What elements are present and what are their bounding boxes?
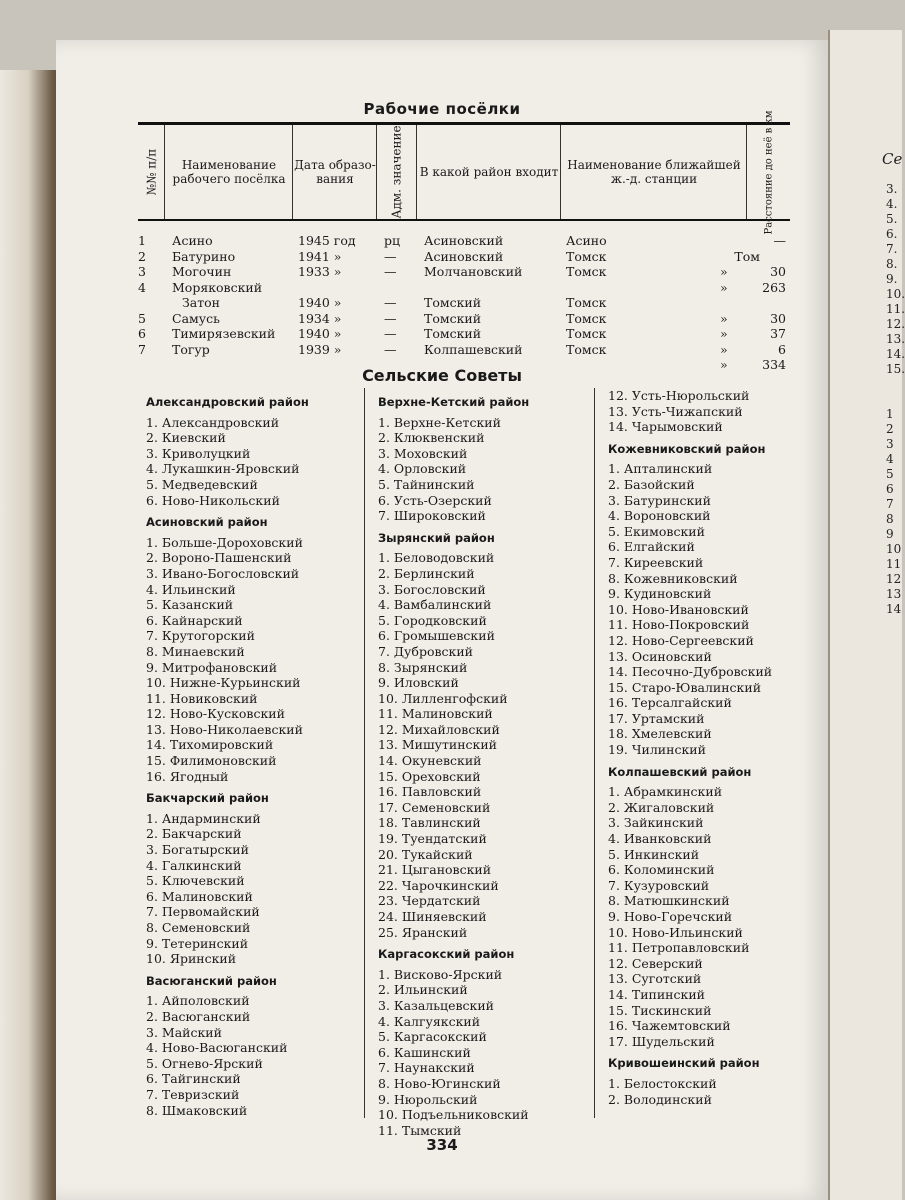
council-item: 23. Чердатский xyxy=(378,893,481,909)
page-title: Рабочие посёлки xyxy=(363,100,521,118)
council-item: 1. Андарминский xyxy=(146,810,261,826)
cell-n: 6 xyxy=(138,326,146,341)
facing-page-number: 3 xyxy=(886,437,894,451)
table-row xyxy=(138,311,790,327)
facing-page xyxy=(828,30,905,1200)
cell-n: 5 xyxy=(138,310,146,326)
council-item: 8. Кожевниковский xyxy=(608,570,738,586)
cell-date: 1940 » xyxy=(298,295,342,310)
district-heading: Асиновский район xyxy=(146,515,268,530)
council-item: 2. Бакчарский xyxy=(146,826,242,842)
council-item: 17. Шудельский xyxy=(608,1033,715,1049)
council-item: 18. Хмелевский xyxy=(608,726,712,742)
council-item: 13. Усть-Чижапский xyxy=(608,403,743,419)
council-item: 7. Первомайский xyxy=(146,904,260,920)
council-item: 12. Северский xyxy=(608,955,703,971)
cell-date: 1945 год xyxy=(298,233,356,248)
header-date: Дата образо- вания xyxy=(292,125,377,219)
council-item: 2. Клюквенский xyxy=(378,430,485,446)
council-item: 16. Ягодный xyxy=(146,768,229,784)
cell-district: Колпашевский xyxy=(424,341,523,357)
cell-date: 1939 » xyxy=(298,341,342,357)
council-item: 8. Ново-Югинский xyxy=(378,1075,501,1091)
council-item: 12. Усть-Нюрольский xyxy=(608,388,750,403)
table-row xyxy=(138,264,790,280)
council-item: 12. Ново-Сергеевский xyxy=(608,632,754,648)
facing-page-number: 14. xyxy=(886,347,905,361)
table-row xyxy=(138,233,790,249)
cell-date: 1934 » xyxy=(298,310,342,326)
council-item: 3. Криволуцкий xyxy=(146,445,251,461)
table-row xyxy=(138,280,790,296)
council-item: 12. Ново-Кусковский xyxy=(146,706,285,722)
council-item: 11. Петропавловский xyxy=(608,940,750,956)
cell-district: Томский xyxy=(424,295,482,310)
cell-adm: — xyxy=(384,295,397,310)
council-item: 1. Абрамкинский xyxy=(608,784,723,800)
council-item: 5. Городковский xyxy=(378,612,487,628)
cell-dist: 6 xyxy=(778,341,786,357)
council-item: 9. Иловский xyxy=(378,675,459,691)
cell-name: Затон xyxy=(182,295,221,310)
council-item: 18. Тавлинский xyxy=(378,815,481,831)
council-item: 4. Ново-Васюганский xyxy=(146,1040,288,1056)
column-2 xyxy=(378,388,529,1138)
council-item: 15. Ореховский xyxy=(378,768,481,784)
council-item: 2. Базойский xyxy=(608,476,695,492)
council-item: 13. Осиновский xyxy=(608,648,712,664)
council-item: 7. Наунакский xyxy=(378,1060,475,1076)
council-item: 17. Уртамский xyxy=(608,710,705,726)
council-item: 9. Кудиновский xyxy=(608,586,712,602)
council-item: 1. Верхне-Кетский xyxy=(378,414,501,430)
page-number: 334 xyxy=(426,1136,458,1154)
council-item: 2. Жигаловский xyxy=(608,799,715,815)
council-item: 4. Галкинский xyxy=(146,857,242,873)
council-item: 1. Айполовский xyxy=(146,993,250,1009)
council-item: 19. Туендатский xyxy=(378,831,487,847)
cell-n: 3 xyxy=(138,264,146,279)
facing-page-number: 10 xyxy=(886,542,902,556)
cell-date: 1941 » xyxy=(298,248,342,264)
cell-mark: » xyxy=(720,279,728,295)
council-item: 1. Больше-Дороховский xyxy=(146,534,303,550)
council-item: 2. Берлинский xyxy=(378,565,475,581)
facing-page-number: 12. xyxy=(886,317,905,331)
council-item: 5. Инкинский xyxy=(608,846,700,862)
cell-dist: 30 xyxy=(770,310,786,326)
header-adm: Адм. значение xyxy=(376,125,417,219)
column-3 xyxy=(608,388,772,1107)
district-heading: Кривошеинский район xyxy=(608,1056,760,1071)
council-item: 4. Лукашкин-Яровский xyxy=(146,461,300,477)
header-name: Наименование рабочего посёлка xyxy=(164,125,293,219)
cell-station: Томск xyxy=(566,264,607,279)
council-item: 3. Моховский xyxy=(378,445,468,461)
council-item: 4. Ильинский xyxy=(146,581,236,597)
council-item: 6. Елгайский xyxy=(608,539,695,555)
facing-page-number: 7 xyxy=(886,497,894,511)
cell-mark: » xyxy=(720,326,728,341)
facing-page-number: 6 xyxy=(886,482,894,496)
facing-page-number: 11 xyxy=(886,557,902,571)
council-item: 6. Усть-Озерский xyxy=(378,492,492,508)
cell-station: Томск xyxy=(566,310,607,326)
council-item: 6. Кайнарский xyxy=(146,612,243,628)
council-item: 9. Тетеринский xyxy=(146,935,249,951)
council-item: 4. Вамбалинский xyxy=(378,597,492,613)
council-item: 9. Нюрольский xyxy=(378,1091,478,1107)
council-item: 13. Ново-Николаевский xyxy=(146,721,303,737)
header-num: №№ п/п xyxy=(144,148,159,196)
council-item: 13. Суготский xyxy=(608,971,702,987)
council-item: 7. Широковский xyxy=(378,508,486,524)
table-row xyxy=(138,326,790,342)
cell-dist: 37 xyxy=(770,326,786,341)
council-item: 14. Типинский xyxy=(608,986,705,1002)
facing-page-number: 3. xyxy=(886,182,898,196)
council-item: 20. Тукайский xyxy=(378,846,473,862)
facing-page-number: 14 xyxy=(886,602,902,616)
cell-adm: — xyxy=(384,326,397,341)
council-item: 11. Малиновский xyxy=(378,706,493,722)
council-item: 6. Тайгинский xyxy=(146,1071,241,1087)
facing-page-number xyxy=(830,377,902,392)
council-item: 10. Ново-Ивановский xyxy=(608,601,749,617)
table-row xyxy=(138,342,790,358)
council-item: 8. Семеновский xyxy=(146,920,251,935)
cell-name: Могочин xyxy=(172,264,232,279)
facing-page-number: 8 xyxy=(886,512,894,526)
council-item: 6. Ново-Никольский xyxy=(146,492,280,508)
table-body xyxy=(138,221,790,373)
cell-adm: — xyxy=(384,310,397,326)
facing-page-number: 13. xyxy=(886,332,905,346)
council-item: 14. Тихомировский xyxy=(146,737,274,753)
cell-name: Тогур xyxy=(172,341,210,357)
cell-district: Томский xyxy=(424,326,482,341)
column-divider xyxy=(364,388,365,1118)
council-item: 9. Ново-Горечский xyxy=(608,909,733,924)
facing-page-number: 10. xyxy=(886,287,905,301)
cell-n: 2 xyxy=(138,248,146,264)
district-heading: Каргасокский район xyxy=(378,947,515,962)
council-item: 19. Чилинский xyxy=(608,742,706,758)
council-item: 3. Зайкинский xyxy=(608,815,704,831)
council-item: 5. Огнево-Ярский xyxy=(146,1055,263,1071)
facing-page-number: 9 xyxy=(886,527,894,541)
council-item: 1. Висково-Ярский xyxy=(378,966,503,982)
council-item: 2. Ильинский xyxy=(378,982,468,998)
table-row xyxy=(138,295,790,311)
council-item: 4. Калгуякский xyxy=(378,1013,481,1029)
facing-page-number: 5. xyxy=(886,212,898,226)
district-heading: Колпашевский район xyxy=(608,764,752,779)
district-heading: Васюганский район xyxy=(146,973,277,988)
council-item: 17. Семеновский xyxy=(378,799,491,815)
section-subtitle: Сельские Советы xyxy=(362,366,522,385)
council-item: 10. Яринский xyxy=(146,951,237,967)
council-item: 16. Чажемтовский xyxy=(608,1018,731,1034)
council-item: 12. Михайловский xyxy=(378,721,500,737)
council-item: 3. Богословский xyxy=(378,581,486,597)
facing-page-number: 6. xyxy=(886,227,898,241)
council-item: 10. Лилленгофский xyxy=(378,690,508,706)
council-item: 6. Кашинский xyxy=(378,1044,471,1060)
council-item: 8. Минаевский xyxy=(146,643,245,659)
facing-page-number: 13 xyxy=(886,587,902,601)
council-item: 8. Зырянский xyxy=(378,659,468,675)
cell-adm: — xyxy=(384,264,397,279)
cell-mark: » xyxy=(720,310,728,326)
cell-station: Томск xyxy=(566,248,607,264)
council-item: 7. Дубровский xyxy=(378,643,473,659)
facing-page-number: 11. xyxy=(886,302,905,316)
facing-page-number: 9. xyxy=(886,272,898,286)
council-item: 14. Чарымовский xyxy=(608,419,723,435)
council-item: 3. Ивано-Богословский xyxy=(146,565,300,581)
council-item: 4. Вороновский xyxy=(608,508,711,524)
cell-district: Томский xyxy=(424,310,482,326)
council-item: 2. Васюганский xyxy=(146,1008,251,1024)
council-item: 7. Кузуровский xyxy=(608,877,710,893)
council-item: 6. Малиновский xyxy=(146,888,253,904)
cell-district: Асиновский xyxy=(424,248,504,264)
header-district: В какой район входит xyxy=(416,125,561,219)
cell-station: Томск xyxy=(566,341,607,357)
header-station: Наименование ближайшей ж.-д. станции xyxy=(560,125,747,219)
council-item: 3. Казальцевский xyxy=(378,997,494,1013)
council-item: 1. Белостокский xyxy=(608,1075,717,1091)
cell-name: Тимирязевский xyxy=(172,326,276,341)
facing-page-number: 1 xyxy=(886,407,894,421)
council-item: 1. Александровский xyxy=(146,414,280,430)
council-item: 3. Батуринский xyxy=(608,492,711,508)
table-row xyxy=(138,249,790,265)
council-item: 10. Ново-Ильинский xyxy=(608,924,743,940)
book-page xyxy=(56,40,828,1200)
council-item: 9. Митрофановский xyxy=(146,659,278,675)
council-item: 10. Подъельниковский xyxy=(378,1107,529,1123)
council-item: 11. Новиковский xyxy=(146,690,258,706)
council-item: 11. Тымский xyxy=(378,1122,462,1138)
council-item: 8. Матюшкинский xyxy=(608,893,730,909)
council-item: 5. Тайнинский xyxy=(378,476,475,492)
facing-page-number: 15. xyxy=(886,362,905,376)
cell-dist: — xyxy=(773,233,786,248)
council-item: 15. Тискинский xyxy=(608,1002,712,1018)
council-item: 15. Старо-Ювалинский xyxy=(608,679,762,695)
cell-station: Томск xyxy=(566,295,607,310)
column-divider xyxy=(594,388,595,1118)
council-item: 1. Апталинский xyxy=(608,461,713,477)
council-item: 6. Коломинский xyxy=(608,862,715,878)
cell-station_extra: Том xyxy=(734,248,760,264)
cell-dist: 334 xyxy=(762,357,786,372)
village-councils-columns xyxy=(116,388,816,1138)
header-distance: Расстояние до неё в км xyxy=(746,125,791,219)
district-heading: Зырянский район xyxy=(378,530,495,545)
council-item: 21. Цыгановский xyxy=(378,862,492,878)
council-item: 5. Екимовский xyxy=(608,523,705,539)
cell-n: 7 xyxy=(138,341,146,357)
cell-district: Молчановский xyxy=(424,264,523,279)
council-item: 24. Шиняевский xyxy=(378,909,487,924)
council-item: 7. Киреевский xyxy=(608,554,704,570)
council-item: 2. Киевский xyxy=(146,430,226,446)
cell-name: Батурино xyxy=(172,248,236,264)
cell-n: 4 xyxy=(138,279,146,295)
facing-page-heading: Се xyxy=(882,150,903,168)
council-item: 15. Филимоновский xyxy=(146,753,277,769)
cell-adm: — xyxy=(384,248,397,264)
facing-page-number: 2 xyxy=(886,422,894,436)
council-item: 5. Ключевский xyxy=(146,873,245,889)
council-item: 3. Богатырский xyxy=(146,842,249,858)
district-heading: Александровский район xyxy=(146,395,309,409)
district-heading: Кожевниковский район xyxy=(608,441,766,456)
cell-dist: 30 xyxy=(770,264,786,279)
council-item: 13. Мишутинский xyxy=(378,737,498,753)
cell-n: 1 xyxy=(138,233,146,248)
cell-district: Асиновский xyxy=(424,233,504,248)
council-item: 8. Шмаковский xyxy=(146,1102,248,1118)
council-item: 7. Тевризский xyxy=(146,1086,240,1102)
council-item: 14. Окуневский xyxy=(378,753,482,769)
council-item: 6. Громышевский xyxy=(378,628,495,644)
cell-station: Асино xyxy=(566,233,607,248)
district-heading: Верхне-Кетский район xyxy=(378,395,530,409)
council-item: 14. Песочно-Дубровский xyxy=(608,664,773,680)
cell-station: Томск xyxy=(566,326,607,341)
cell-mark: » xyxy=(720,264,728,279)
council-item: 11. Ново-Покровский xyxy=(608,617,750,633)
facing-page-number: 7. xyxy=(886,242,898,256)
facing-page-number: 5 xyxy=(886,467,894,481)
facing-page-number: 8. xyxy=(886,257,898,271)
council-item: 4. Иванковский xyxy=(608,831,712,847)
cell-name: Моряковский xyxy=(172,279,263,295)
council-item: 2. Володинский xyxy=(608,1091,712,1107)
council-item: 5. Казанский xyxy=(146,597,234,613)
cell-adm: рц xyxy=(384,233,401,248)
council-item: 22. Чарочкинский xyxy=(378,877,499,893)
council-item: 25. Яранский xyxy=(378,924,468,940)
council-item: 10. Нижне-Курьинский xyxy=(146,675,301,691)
council-item: 16. Павловский xyxy=(378,784,482,800)
facing-page-number: 4. xyxy=(886,197,898,211)
cell-name: Самусь xyxy=(172,310,220,326)
cell-date: 1933 » xyxy=(298,264,342,279)
council-item: 2. Вороно-Пашенский xyxy=(146,550,292,566)
facing-page-numbers xyxy=(830,182,905,617)
facing-page-number: 12 xyxy=(886,572,902,586)
cell-dist: 263 xyxy=(762,279,786,295)
council-item: 5. Медведевский xyxy=(146,476,258,492)
council-item: 1. Беловодовский xyxy=(378,550,495,566)
council-item: 16. Терсалгайский xyxy=(608,695,732,711)
facing-page-number: 4 xyxy=(886,452,894,466)
cell-mark: » xyxy=(720,357,728,372)
column-1 xyxy=(146,388,309,1118)
district-heading: Бакчарский район xyxy=(146,791,269,806)
council-item: 5. Каргасокский xyxy=(378,1029,487,1045)
cell-date: 1940 » xyxy=(298,326,342,341)
facing-page-number xyxy=(830,392,902,407)
cell-mark: » xyxy=(720,341,728,357)
council-item: 7. Крутогорский xyxy=(146,628,255,644)
council-item: 3. Майский xyxy=(146,1024,222,1040)
council-item: 4. Орловский xyxy=(378,461,467,477)
cell-name: Асино xyxy=(172,233,213,248)
cell-adm: — xyxy=(384,341,397,357)
